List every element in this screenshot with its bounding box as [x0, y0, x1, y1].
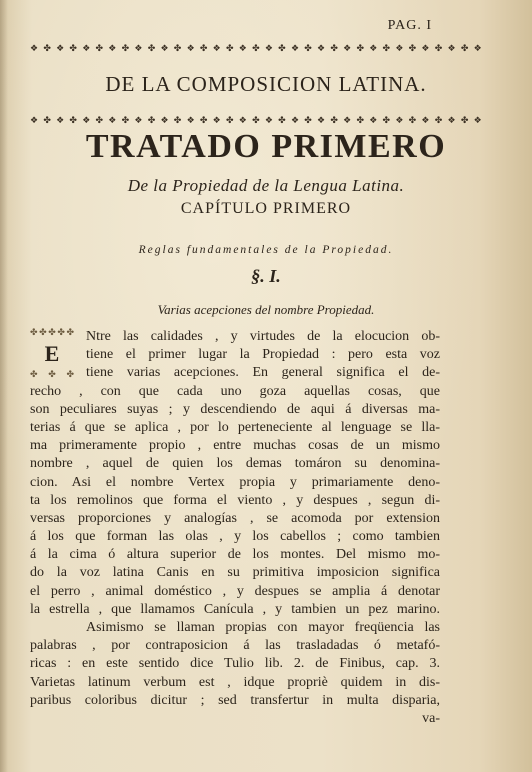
body-line: paribus coloribus dicitur ; sed transfertur in multa disparia,	[30, 692, 440, 708]
body-line: Ntre las calidades , y virtudes de la elocucion ob-	[86, 329, 440, 344]
body-line: ta los remolinos que forma el viento , y despues , segun di-	[30, 492, 440, 508]
body-line: la estrella , que llamamos Canícula , y tambien un pez marino.	[30, 601, 440, 617]
drop-cap-flourish-icon: ✤ ✤ ✤ ✤ ✤ ✤ ✤ ✤	[30, 328, 74, 380]
rules-heading: Reglas fundamentales de la Propiedad.	[138, 244, 394, 256]
body-line: Asimismo se llaman propias con mayor freqüencia las	[86, 620, 440, 635]
body-line: versas proporciones y analogías , se acomoda por extension	[30, 510, 440, 526]
page-number-header: PAG. I	[387, 18, 432, 33]
body-line: terias á que se aplica , por lo perteneciente al lenguage se lla-	[30, 419, 440, 435]
top-ornament-rule: ❖ ✤ ❖ ✤ ❖ ✤ ❖ ✤ ❖ ✤ ❖ ✤ ❖ ✤ ❖ ✤ ❖ ✤ ❖ ✤ ❖ ✤ ❖ ✤ ❖ ✤ ❖ ✤ ❖ ✤ ❖ ✤ ❖ ✤ ❖	[30, 44, 482, 54]
chapter-heading: CAPÍTULO PRIMERO	[180, 200, 352, 217]
body-line: nombre , aquel de quien los demas tomáron su denomina-	[30, 456, 440, 472]
catchword: va-	[422, 710, 440, 726]
body-line: palabras , por contraposicion á las trasladadas ó metafó-	[30, 638, 440, 654]
body-line: el perro , animal doméstico , y despues se amplia á denotar	[30, 583, 440, 599]
body-line: ma primeramente propio , entre muchas cosas de un mismo	[30, 438, 440, 454]
treatise-title: TRATADO PRIMERO	[85, 128, 447, 165]
section-number: §. I.	[251, 266, 281, 286]
running-title: DE LA COMPOSICION LATINA.	[105, 72, 427, 96]
drop-cap-letter: E	[44, 341, 60, 366]
section-heading: Varias acepciones del nombre Propiedad.	[157, 302, 375, 317]
body-line: recho , con que cada uno goza aquellas cosas, que	[30, 383, 440, 399]
body-line: son peculiares suyas ; y descendiendo de aqui á diversas ma-	[30, 401, 440, 417]
body-line: Varietas latinum verbum est , idque propriè quidem in dis-	[30, 674, 440, 690]
body-line: tiene el primer lugar la Propiedad : pero esta voz	[86, 347, 440, 363]
body-line: do la voz latina Canis en su primitiva imposicion significa	[30, 565, 440, 581]
body-text	[30, 328, 440, 728]
bottom-ornament-rule: ❖ ✤ ❖ ✤ ❖ ✤ ❖ ✤ ❖ ✤ ❖ ✤ ❖ ✤ ❖ ✤ ❖ ✤ ❖ ✤ ❖ ✤ ❖ ✤ ❖ ✤ ❖ ✤ ❖ ✤ ❖ ✤ ❖ ✤ ❖	[30, 116, 482, 126]
body-line: cion. Asi el nombre Vertex propia y primariamente deno-	[30, 474, 440, 490]
treatise-subtitle: De la Propiedad de la Lengua Latina.	[127, 176, 405, 195]
body-line: tiene varias acepciones. En general significa el de-	[86, 365, 440, 381]
body-line: á los que forman las olas , y los cabellos ; como tambien	[30, 529, 440, 545]
body-line: á la cima ó altura superior de los montes. Del mismo mo-	[30, 547, 440, 563]
body-line: ricas : en este sentido dice Tulio lib. 2. de Finibus, cap. 3.	[30, 656, 440, 672]
